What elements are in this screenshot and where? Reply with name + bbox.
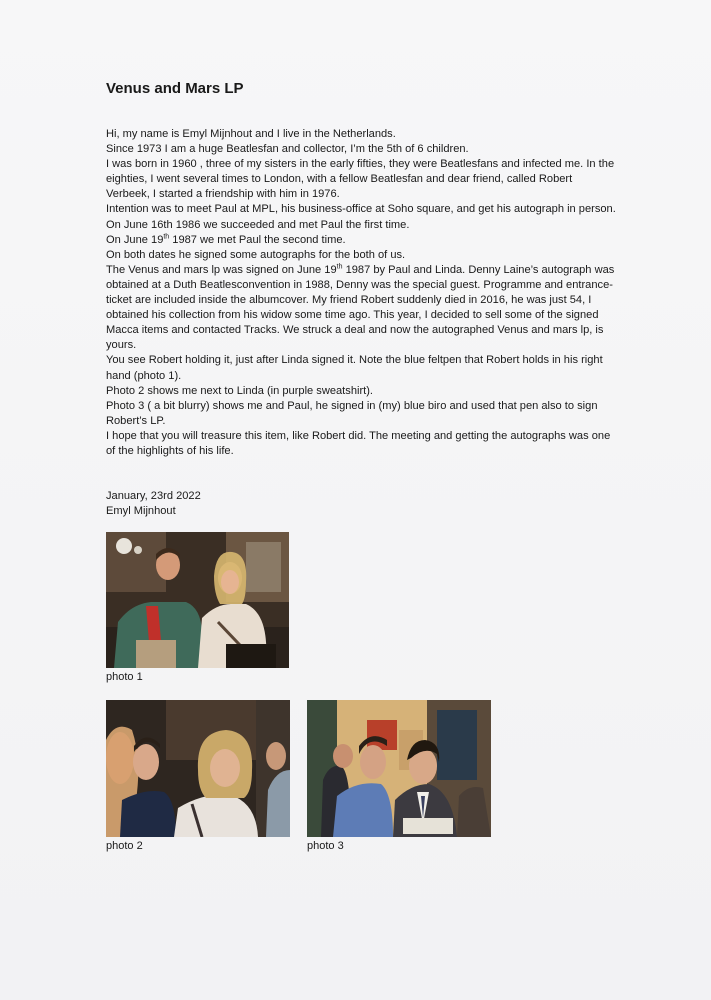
letter-paragraph: I was born in 1960 , three of my sisters in the early fifties, they were Beatlesfans and infected me. In the eighties, I went several times to London, with a fellow Beatlesfan and dear friend, called Robert Verbeek, I started a friendship with him in 1976. xyxy=(106,158,615,201)
signoff-date: January, 23rd 2022 xyxy=(106,490,201,502)
text-fragment: The Venus and mars lp was signed on June 19 xyxy=(106,263,337,276)
letter-paragraph: Hi, my name is Emyl Mijnhout and I live in the Netherlands. xyxy=(106,128,396,140)
photo-3-caption: photo 3 xyxy=(307,840,344,852)
letter-paragraph xyxy=(106,233,616,248)
letter-paragraph: Photo 3 ( a bit blurry) shows me and Paul, he signed in (my) blue biro and used that pen also to sign Robert’s LP. xyxy=(106,399,598,427)
text-fragment: On June 19 xyxy=(106,233,164,246)
signoff xyxy=(106,489,201,519)
superscript: th xyxy=(336,263,343,271)
letter-paragraph: Intention was to meet Paul at MPL, his business-office at Soho square, and get his autograph in person. xyxy=(106,203,616,216)
photo-1 xyxy=(106,532,289,668)
signoff-name: Emyl Mijnhout xyxy=(106,505,176,518)
text-fragment: 1987 we met Paul the second time. xyxy=(169,233,346,246)
letter-body xyxy=(106,127,616,459)
letter-paragraph: On June 16th 1986 we succeeded and met Paul the first time. xyxy=(106,218,410,231)
superscript: th xyxy=(163,232,170,240)
photo-2 xyxy=(106,700,290,837)
photo-1-caption: photo 1 xyxy=(106,671,143,683)
letter-paragraph: On both dates he signed some autographs for the both of us. xyxy=(106,248,406,261)
photo-2-caption: photo 2 xyxy=(106,840,143,852)
photo-3 xyxy=(307,700,491,837)
letter-paragraph: Photo 2 shows me next to Linda (in purple sweatshirt). xyxy=(106,384,374,397)
letter-paragraph: You see Robert holding it, just after Linda signed it. Note the blue feltpen that Robert holds in his right hand (photo 1). xyxy=(106,354,603,382)
letter-paragraph: Since 1973 I am a huge Beatlesfan and collector, I’m the 5th of 6 children. xyxy=(106,143,469,156)
text-fragment: 1987 by Paul and Linda. Denny Laine’s autograph was obtained at a Duth Beatlesconvention in 1988, Denny was the special guest. Programme and entrance-ticket are included inside the albumcover. My friend Robert suddenly died in 2016, he was just 54, I obtained his collection from his widow some time ago. This year, I decided to sell some of the signed Macca items and contacted Tracks. We struck a deal and now the autographed Venus and mars lp, is yours. xyxy=(106,263,615,352)
page-title: Venus and Mars LP xyxy=(106,80,244,97)
letter-paragraph: I hope that you will treasure this item, like Robert did. The meeting and getting the autographs was one of the highlights of his life. xyxy=(106,429,611,457)
letter-paragraph xyxy=(106,263,616,354)
